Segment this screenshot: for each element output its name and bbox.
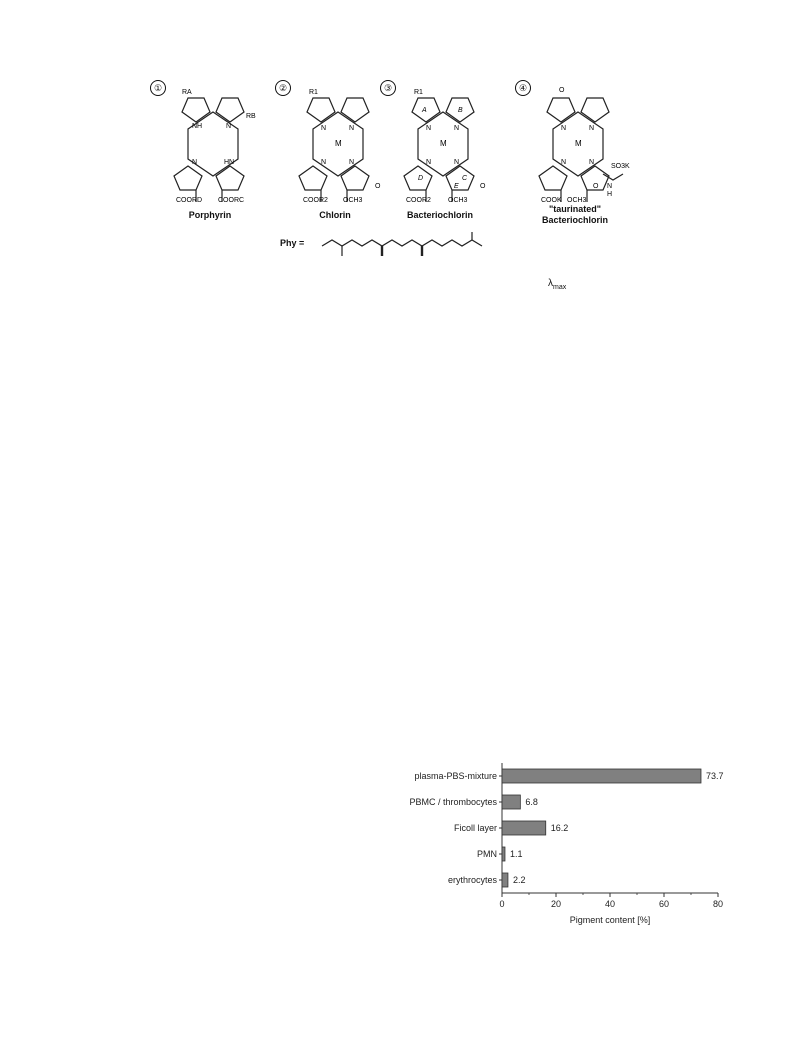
- atom-label: M: [575, 139, 582, 148]
- atom-label: O: [559, 87, 565, 94]
- data-label: 16.2: [550, 823, 569, 833]
- phytyl-chain: [280, 232, 500, 260]
- lambda-max-label: [548, 278, 566, 291]
- category-label: PMN: [477, 849, 497, 859]
- ring-label: E: [454, 183, 459, 190]
- x-tick-label: 20: [550, 899, 562, 909]
- x-tick-label: 40: [604, 899, 616, 909]
- data-label: 73.7: [705, 771, 724, 781]
- bacteriochlorin-structure: [388, 84, 498, 204]
- chemical-structures-figure: [150, 80, 650, 320]
- atom-label: N: [589, 159, 595, 166]
- bar: [502, 795, 520, 809]
- compound-number: ③: [380, 80, 396, 96]
- lambda-subscript: max: [553, 284, 567, 291]
- atom-label: M: [440, 139, 447, 148]
- x-axis-title: Pigment content [%]: [569, 915, 651, 925]
- porphyrin-structure: [158, 84, 268, 204]
- atom-label: O: [480, 183, 486, 190]
- ring-label: D: [418, 175, 424, 182]
- compound-taurinated-bacteriochlorin: [515, 80, 635, 230]
- atom-label: OCH3: [567, 197, 587, 204]
- chlorin-structure: [283, 84, 393, 204]
- atom-label: N: [589, 125, 595, 132]
- atom-label: N: [321, 125, 327, 132]
- category-label: PBMC / thrombocytes: [409, 797, 497, 807]
- atom-label: SO3K: [611, 163, 630, 170]
- atom-label: N: [454, 125, 460, 132]
- atom-label: N: [349, 159, 355, 166]
- ring-label: C: [462, 175, 468, 182]
- data-label: 2.2: [512, 875, 526, 885]
- compound-number: ②: [275, 80, 291, 96]
- atom-label: OCH3: [448, 197, 468, 204]
- atom-label: OCH3: [343, 197, 363, 204]
- category-label: plasma-PBS-mixture: [414, 771, 497, 781]
- pigment-content-bar-chart: [395, 755, 735, 935]
- atom-label: N: [561, 125, 567, 132]
- atom-label: NH: [192, 123, 203, 130]
- data-label: 6.8: [525, 797, 538, 807]
- bar: [502, 873, 508, 887]
- atom-label: N: [349, 125, 355, 132]
- atom-label: O: [375, 183, 381, 190]
- atom-label: N: [226, 123, 232, 130]
- atom-label: RA: [182, 89, 192, 96]
- atom-label: N: [607, 183, 613, 190]
- atom-label: R1: [309, 89, 318, 96]
- compound-number: ④: [515, 80, 531, 96]
- atom-label: N: [192, 159, 198, 166]
- phytyl-structure: [320, 232, 490, 260]
- lambda-symbol: λ: [548, 278, 553, 289]
- atom-label: M: [335, 139, 342, 148]
- data-label: 1.1: [509, 849, 523, 859]
- compound-name: Chlorin: [319, 210, 351, 220]
- compound-name: Bacteriochlorin: [406, 210, 473, 220]
- atom-label: RB: [246, 113, 256, 120]
- x-tick-label: 60: [658, 899, 670, 909]
- compound-name: "taurinated": [548, 204, 602, 214]
- atom-label: N: [561, 159, 567, 166]
- x-tick-label: 0: [499, 899, 505, 909]
- taurinated-bacteriochlorin-structure: [523, 84, 633, 204]
- atom-label: N: [426, 159, 432, 166]
- atom-label: COORC: [218, 197, 245, 204]
- bar: [502, 821, 546, 835]
- compound-porphyrin: [150, 80, 270, 230]
- x-tick-label: 80: [712, 899, 724, 909]
- atom-label: HN: [224, 159, 235, 166]
- atom-label: COOR2: [406, 197, 431, 204]
- atom-label: COOR2: [303, 197, 328, 204]
- atom-label: COOK: [541, 197, 562, 204]
- atom-label: COORD: [176, 197, 203, 204]
- atom-label: N: [426, 125, 432, 132]
- atom-label: N: [454, 159, 460, 166]
- compound-chlorin: [275, 80, 395, 230]
- compound-bacteriochlorin: [380, 80, 500, 230]
- bar: [502, 847, 505, 861]
- compound-number: ①: [150, 80, 166, 96]
- compound-name: Porphyrin: [188, 210, 232, 220]
- atom-label: H: [607, 191, 613, 198]
- bar: [502, 769, 701, 783]
- atom-label: O: [593, 183, 599, 190]
- atom-label: R1: [414, 89, 423, 96]
- atom-label: N: [321, 159, 327, 166]
- category-label: erythrocytes: [447, 875, 497, 885]
- ring-label: A: [422, 107, 427, 114]
- category-label: Ficoll layer: [453, 823, 497, 833]
- ring-label: B: [458, 107, 463, 114]
- compound-name: Bacteriochlorin: [541, 215, 608, 225]
- phy-label: Phy =: [280, 238, 305, 248]
